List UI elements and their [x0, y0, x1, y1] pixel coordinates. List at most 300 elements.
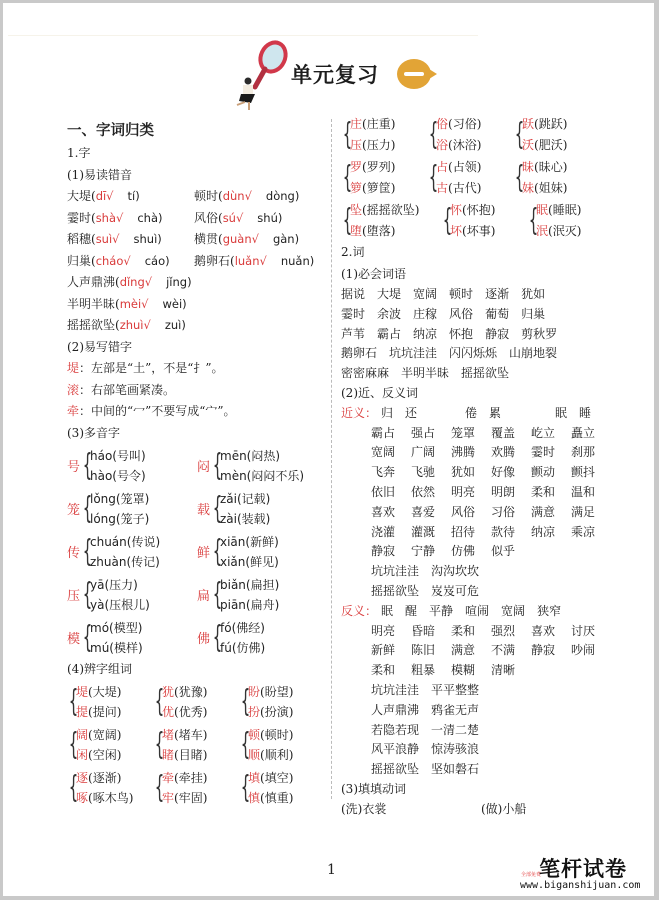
word: 喜爱 — [411, 504, 436, 519]
synonyms-first-line: 近义： 归 还 倦 累 眠 睡 — [341, 404, 631, 424]
option-a — [76, 725, 121, 746]
distinguish-group — [239, 768, 325, 809]
reading-b: zài(装载) — [220, 511, 271, 526]
reading-a: chuán(传说) — [90, 534, 161, 549]
brace-icon: { — [528, 202, 539, 238]
word: 喜欢 — [371, 504, 396, 519]
word: 风俗 — [449, 306, 474, 321]
polyphone-item — [197, 575, 327, 615]
option-b — [76, 702, 121, 723]
distinguish-options — [350, 200, 419, 241]
option-a-word: (庄重) — [362, 117, 396, 131]
subsection-characters: 1.字 — [67, 146, 91, 160]
polyphone-item — [197, 489, 327, 529]
distinguish-group — [513, 114, 599, 155]
word: 仿佛 — [451, 544, 476, 559]
unit-number-badge — [397, 59, 431, 89]
distinguish-options — [436, 114, 481, 155]
idiom: 坚如磐石 — [431, 762, 480, 777]
word: 宽阔 — [413, 287, 438, 301]
word: 鹅卵石 — [341, 346, 378, 361]
distinguish-group — [153, 768, 239, 809]
word: 宽阔 — [371, 445, 396, 460]
option-a — [436, 114, 481, 135]
option-a-word: (逐渐) — [88, 770, 122, 785]
brace-icon: { — [514, 159, 525, 195]
brace-icon: { — [82, 490, 93, 526]
distinguish-group — [67, 768, 153, 809]
word-pair-line — [341, 463, 631, 483]
synonyms-list — [341, 424, 631, 602]
word: 明亮 — [451, 484, 476, 499]
word-pair-line — [341, 503, 631, 523]
polyphone-readings — [90, 446, 146, 486]
idiom: 岌岌可危 — [431, 583, 480, 598]
distinguish-row — [341, 156, 631, 199]
polyphone-char: 佛 — [197, 632, 211, 647]
distinguish-options — [76, 768, 133, 809]
option-b-word: (泯灭) — [548, 223, 582, 238]
reading-b: yà(压根儿) — [90, 597, 150, 612]
word: 明亮 — [371, 623, 396, 638]
option-b-word: (顺利) — [260, 748, 294, 762]
distinguish-row — [341, 199, 631, 242]
word: 不满 — [491, 643, 516, 658]
polyphone-row — [67, 573, 329, 616]
words-title: 2.词 — [341, 245, 365, 259]
polyphone-item — [197, 446, 327, 486]
option-b-char: 啄 — [76, 791, 89, 805]
option-a-char: 昧 — [522, 160, 535, 174]
word: 静寂 — [485, 326, 510, 341]
distinguish-row — [67, 724, 329, 767]
option-b-word: (牢固) — [174, 791, 208, 805]
word: 浇灌 — [371, 524, 396, 539]
writing-title: (2)易写错字 — [67, 339, 132, 354]
idiom: 坑坑洼洼 — [371, 682, 420, 697]
option-b — [76, 788, 133, 809]
idiom-pair-line — [341, 582, 631, 602]
magnifier-girl-icon — [231, 39, 291, 111]
distinguish-title: (4)辨字组词 — [67, 662, 132, 676]
polyphone-item — [67, 575, 197, 615]
polyphone-char: 传 — [67, 546, 81, 561]
word: 似乎 — [491, 544, 516, 559]
word: 纳凉 — [531, 524, 556, 539]
option-b-char: 坏 — [450, 223, 463, 238]
antonyms-label: 反义： — [341, 603, 378, 618]
watermark-url[interactable]: www.biganshijuan.com — [520, 880, 641, 891]
word: 剪秋罗 — [521, 326, 558, 341]
distinguish-group — [341, 114, 427, 155]
reading-a: biǎn(扁担) — [220, 577, 280, 592]
reading-row: 归巢(cháo√ cáo) 鹅卵石(luǎn√ nuǎn) — [67, 253, 315, 268]
reading-row: 稻穗(suì√ shuì) 横贯(guàn√ gàn) — [67, 232, 300, 246]
option-b — [450, 221, 495, 242]
word: 好像 — [491, 465, 516, 480]
idiom-pair-line — [341, 740, 631, 760]
distinguish-row — [67, 681, 329, 724]
option-a-word: (昧心) — [534, 160, 568, 174]
distinguish-options — [450, 200, 495, 241]
writing-item: 滚：右部笔画紧凑。 — [67, 382, 176, 397]
must-words-list — [341, 285, 631, 384]
reading-b: hào(号令) — [90, 468, 146, 483]
option-b-char: 箩 — [350, 180, 363, 195]
word-line — [341, 364, 631, 384]
brace-icon: { — [154, 727, 165, 762]
word: 霸占 — [377, 326, 402, 341]
word: 强占 — [411, 425, 436, 440]
reading-b: xiǎn(鲜见) — [220, 554, 279, 569]
word-line — [341, 285, 631, 305]
option-b-word: (目睹) — [174, 748, 208, 762]
left-column — [67, 119, 329, 810]
distinguish-options — [350, 114, 395, 155]
option-a-word: (罗列) — [362, 160, 396, 174]
option-a-word: (习俗) — [448, 117, 482, 131]
brace-icon: { — [240, 727, 251, 762]
word: 习俗 — [491, 504, 516, 519]
word-pair-line — [341, 443, 631, 463]
word: 讨厌 — [571, 623, 596, 638]
word: 庄稼 — [413, 306, 438, 321]
brace-icon: { — [154, 684, 165, 719]
word-pair-line — [341, 542, 631, 562]
option-a-word: (大堤) — [88, 684, 122, 699]
polyphone-char: 闷 — [197, 460, 211, 475]
polyphone-char: 扁 — [197, 589, 211, 604]
option-b-char: 优 — [162, 705, 175, 719]
option-b — [162, 702, 207, 723]
distinguish-options — [76, 682, 121, 723]
option-a — [162, 682, 207, 703]
word-line — [341, 325, 631, 345]
option-a-word: (摇摇欲坠) — [362, 203, 420, 217]
brace-icon: { — [240, 684, 251, 719]
option-a-char: 逐 — [76, 770, 89, 785]
reading-a: mó(模型) — [90, 620, 143, 635]
brace-icon: { — [212, 490, 223, 526]
polyphone-char: 号 — [67, 460, 81, 475]
brace-icon: { — [342, 202, 353, 238]
option-a — [522, 157, 567, 178]
idiom-pair-line — [341, 721, 631, 741]
word: 满意 — [451, 643, 476, 658]
fill-items: (洗)衣裳 (做)小船 — [341, 801, 527, 816]
polyphone-char: 模 — [67, 632, 81, 647]
distinguish-list-right — [341, 113, 631, 242]
option-b — [162, 745, 207, 766]
option-b — [522, 178, 567, 199]
brace-icon: { — [212, 533, 223, 569]
word-line — [341, 344, 631, 364]
distinguish-options — [436, 157, 481, 198]
option-a — [436, 157, 481, 178]
brace-icon: { — [212, 447, 223, 483]
word: 余波 — [377, 306, 402, 321]
distinguish-options — [76, 725, 121, 766]
page-number: 1 — [327, 862, 336, 878]
option-b-word: (堕落) — [362, 223, 396, 238]
brace-icon: { — [82, 533, 93, 569]
word: 灌溉 — [411, 524, 436, 539]
word: 招待 — [451, 524, 476, 539]
must-words-title: (1)必会词语 — [341, 266, 406, 281]
polyphone-item — [67, 618, 197, 658]
word: 霎时 — [531, 445, 556, 460]
word: 强烈 — [491, 623, 516, 638]
idiom: 人声鼎沸 — [371, 702, 420, 717]
option-b-word: (空闲) — [88, 748, 122, 762]
option-b-char: 提 — [76, 705, 89, 719]
option-b-char: 浴 — [436, 137, 449, 152]
polyphone-item — [67, 489, 197, 529]
option-a-char: 阔 — [76, 727, 89, 742]
distinguish-group — [527, 200, 613, 241]
word: 静寂 — [531, 643, 556, 658]
polyphone-readings — [220, 575, 279, 615]
word: 风俗 — [451, 504, 476, 519]
option-a-word: (顿时) — [260, 727, 294, 742]
word: 静寂 — [371, 544, 396, 559]
word: 昏暗 — [411, 623, 436, 638]
option-a-word: (占领) — [448, 160, 482, 174]
brace-icon: { — [240, 770, 251, 805]
polyphone-char: 鲜 — [197, 546, 211, 561]
word: 笼罩 — [451, 425, 476, 440]
word: 闪闪烁烁 — [449, 346, 498, 361]
option-a-char: 填 — [248, 770, 261, 785]
word: 欢腾 — [491, 445, 516, 460]
distinguish-group — [153, 682, 239, 723]
brace-icon: { — [68, 684, 79, 719]
word: 宁静 — [411, 544, 436, 559]
option-b-word: (扮演) — [260, 705, 294, 719]
idiom-pair-line — [341, 681, 631, 701]
option-b — [350, 178, 395, 199]
writing-item: 堤：左部是“土”，不是“扌”。 — [67, 361, 224, 375]
unit-title-banner — [231, 39, 441, 109]
option-a — [248, 768, 293, 789]
word: 芦苇 — [341, 326, 366, 341]
polyphone-row — [67, 444, 329, 487]
reading-a: zǎi(记载) — [220, 491, 271, 506]
option-b-char: 堕 — [350, 223, 363, 238]
option-a-char: 跃 — [522, 117, 535, 131]
word: 依然 — [411, 484, 436, 499]
distinguish-row — [341, 113, 631, 156]
reading-row: 半明半昧(mèi√ wèi) — [67, 296, 187, 311]
antonyms-first-line: 反义： 眠 醒 平静 喧闹 宽阔 狭窄 — [341, 602, 631, 622]
distinguish-options — [162, 682, 207, 723]
distinguish-group — [513, 157, 599, 198]
word: 矗立 — [571, 425, 596, 440]
word: 广阔 — [411, 445, 436, 460]
word-pair-line — [341, 483, 631, 503]
reading-b: piān(扁舟) — [220, 597, 280, 612]
option-a — [450, 200, 495, 221]
idiom: 平平整整 — [431, 682, 480, 697]
distinguish-options — [522, 114, 567, 155]
option-a — [76, 768, 133, 789]
option-b-word: (肥沃) — [534, 137, 568, 152]
option-a — [248, 682, 293, 703]
option-b-word: (压力) — [362, 137, 396, 152]
word: 霸占 — [371, 425, 396, 440]
option-a — [350, 200, 419, 221]
option-a-char: 俗 — [436, 117, 449, 131]
word: 逐渐 — [485, 287, 510, 301]
option-a-char: 犹 — [162, 684, 175, 699]
polyphone-char: 压 — [67, 589, 81, 604]
word: 柔和 — [451, 623, 476, 638]
option-a-word: (牵挂) — [174, 770, 208, 785]
word: 沸腾 — [451, 445, 476, 460]
polyphone-readings — [220, 446, 304, 486]
option-a-char: 堵 — [162, 727, 175, 742]
word: 犹如 — [451, 465, 476, 480]
option-a-char: 顿 — [248, 727, 261, 742]
distinguish-options — [162, 725, 207, 766]
word: 满足 — [571, 504, 596, 519]
word: 坑坑洼洼 — [389, 346, 438, 361]
brace-icon: { — [68, 727, 79, 762]
word: 柔和 — [371, 663, 396, 678]
distinguish-group — [153, 725, 239, 766]
brace-icon: { — [212, 576, 223, 612]
word-pair-line — [341, 424, 631, 444]
option-b-char: 顺 — [248, 748, 261, 762]
reading-b: mú(模样) — [90, 640, 143, 655]
idiom: 风平浪静 — [371, 742, 420, 757]
word: 温和 — [571, 484, 596, 499]
option-a — [522, 114, 567, 135]
brace-icon: { — [428, 159, 439, 195]
idiom-pair-line — [341, 562, 631, 582]
word: 清晰 — [491, 663, 516, 678]
option-b-char: 妹 — [522, 180, 535, 195]
word: 新鲜 — [371, 643, 396, 658]
option-a-word: (填空) — [260, 770, 294, 785]
section-title: 一、字词归类 — [67, 123, 154, 139]
idiom: 鸦雀无声 — [431, 702, 480, 717]
word: 陈旧 — [411, 643, 436, 658]
word: 葡萄 — [485, 306, 510, 321]
brace-icon: { — [212, 619, 223, 655]
polyphone-row — [67, 616, 329, 659]
option-b-word: (优秀) — [174, 705, 208, 719]
polyphone-row — [67, 487, 329, 530]
reading-row: 摇摇欲坠(zhuì√ zuì) — [67, 318, 186, 332]
option-b — [248, 788, 293, 809]
reading-b: fú(仿佛) — [220, 640, 266, 655]
word-pair-line — [341, 661, 631, 681]
reading-b: mèn(闷闷不乐) — [220, 468, 305, 483]
option-a-char: 怀 — [450, 203, 463, 217]
brace-icon: { — [82, 447, 93, 483]
unit-title: 单元复习 — [291, 63, 379, 87]
distinguish-options — [162, 768, 207, 809]
watermark-tag: 全部免费 — [521, 872, 542, 878]
distinguish-row — [67, 767, 329, 810]
option-a — [76, 682, 121, 703]
option-a-word: (犹豫) — [174, 684, 208, 699]
polyphone-item — [67, 532, 197, 572]
distinguish-group — [341, 200, 441, 241]
option-a-char: 庄 — [350, 117, 363, 131]
right-column — [341, 116, 631, 820]
word: 密密麻麻 — [341, 366, 390, 381]
reading-b: lóng(笼子) — [90, 511, 150, 526]
option-a-char: 堤 — [76, 684, 89, 699]
idiom: 若隐若现 — [371, 722, 420, 737]
distinguish-group — [427, 114, 513, 155]
option-b-char: 闲 — [76, 748, 89, 762]
option-b — [536, 221, 581, 242]
watermark-brand: 笔杆试卷 — [539, 857, 627, 881]
word: 模糊 — [451, 663, 476, 678]
option-a — [350, 157, 395, 178]
distinguish-group — [67, 725, 153, 766]
word-line — [341, 305, 631, 325]
polyphone-readings — [90, 618, 143, 658]
polyphone-item — [67, 446, 197, 486]
distinguish-options — [248, 725, 293, 766]
option-b-word: (慎重) — [260, 791, 294, 805]
idiom-pair-line — [341, 760, 631, 780]
polyphone-readings — [90, 575, 150, 615]
word: 归巢 — [521, 306, 546, 321]
option-a-word: (怀抱) — [462, 203, 496, 217]
option-b — [76, 745, 121, 766]
unit-number-one — [404, 72, 424, 76]
distinguish-group — [427, 157, 513, 198]
word: 满意 — [531, 504, 556, 519]
antonyms-list — [341, 622, 631, 780]
word: 吵闹 — [571, 643, 596, 658]
word-pair-line — [341, 641, 631, 661]
word: 屹立 — [531, 425, 556, 440]
option-a-char: 眠 — [536, 203, 549, 217]
brace-icon: { — [82, 576, 93, 612]
option-b — [522, 135, 567, 156]
polyphone-readings — [220, 618, 265, 658]
brace-icon: { — [514, 116, 525, 152]
reading-row: 大堤(dī√ tí) 顿时(dùn√ dòng) — [67, 189, 300, 203]
polyphone-readings — [220, 489, 270, 529]
reading-row: 霎时(shà√ chà) 风俗(sú√ shú) — [67, 210, 283, 225]
option-b-word: (啄木鸟) — [88, 791, 134, 805]
polyphone-readings — [220, 532, 279, 572]
option-b — [436, 135, 481, 156]
option-a — [248, 725, 293, 746]
polyphone-char: 载 — [197, 503, 211, 518]
distinguish-options — [522, 157, 567, 198]
word: 飞奔 — [371, 465, 396, 480]
word-pair-line — [341, 523, 631, 543]
document-page — [3, 3, 654, 896]
option-b-char: 慎 — [248, 791, 261, 805]
idiom: 一清二楚 — [431, 722, 480, 737]
option-b-word: (箩筐) — [362, 180, 396, 195]
polyphone-row — [67, 530, 329, 573]
option-a — [162, 768, 207, 789]
polyphone-readings — [90, 532, 160, 572]
option-b-char: 泯 — [536, 223, 549, 238]
distinguish-options — [248, 682, 293, 723]
word: 飞驰 — [411, 465, 436, 480]
